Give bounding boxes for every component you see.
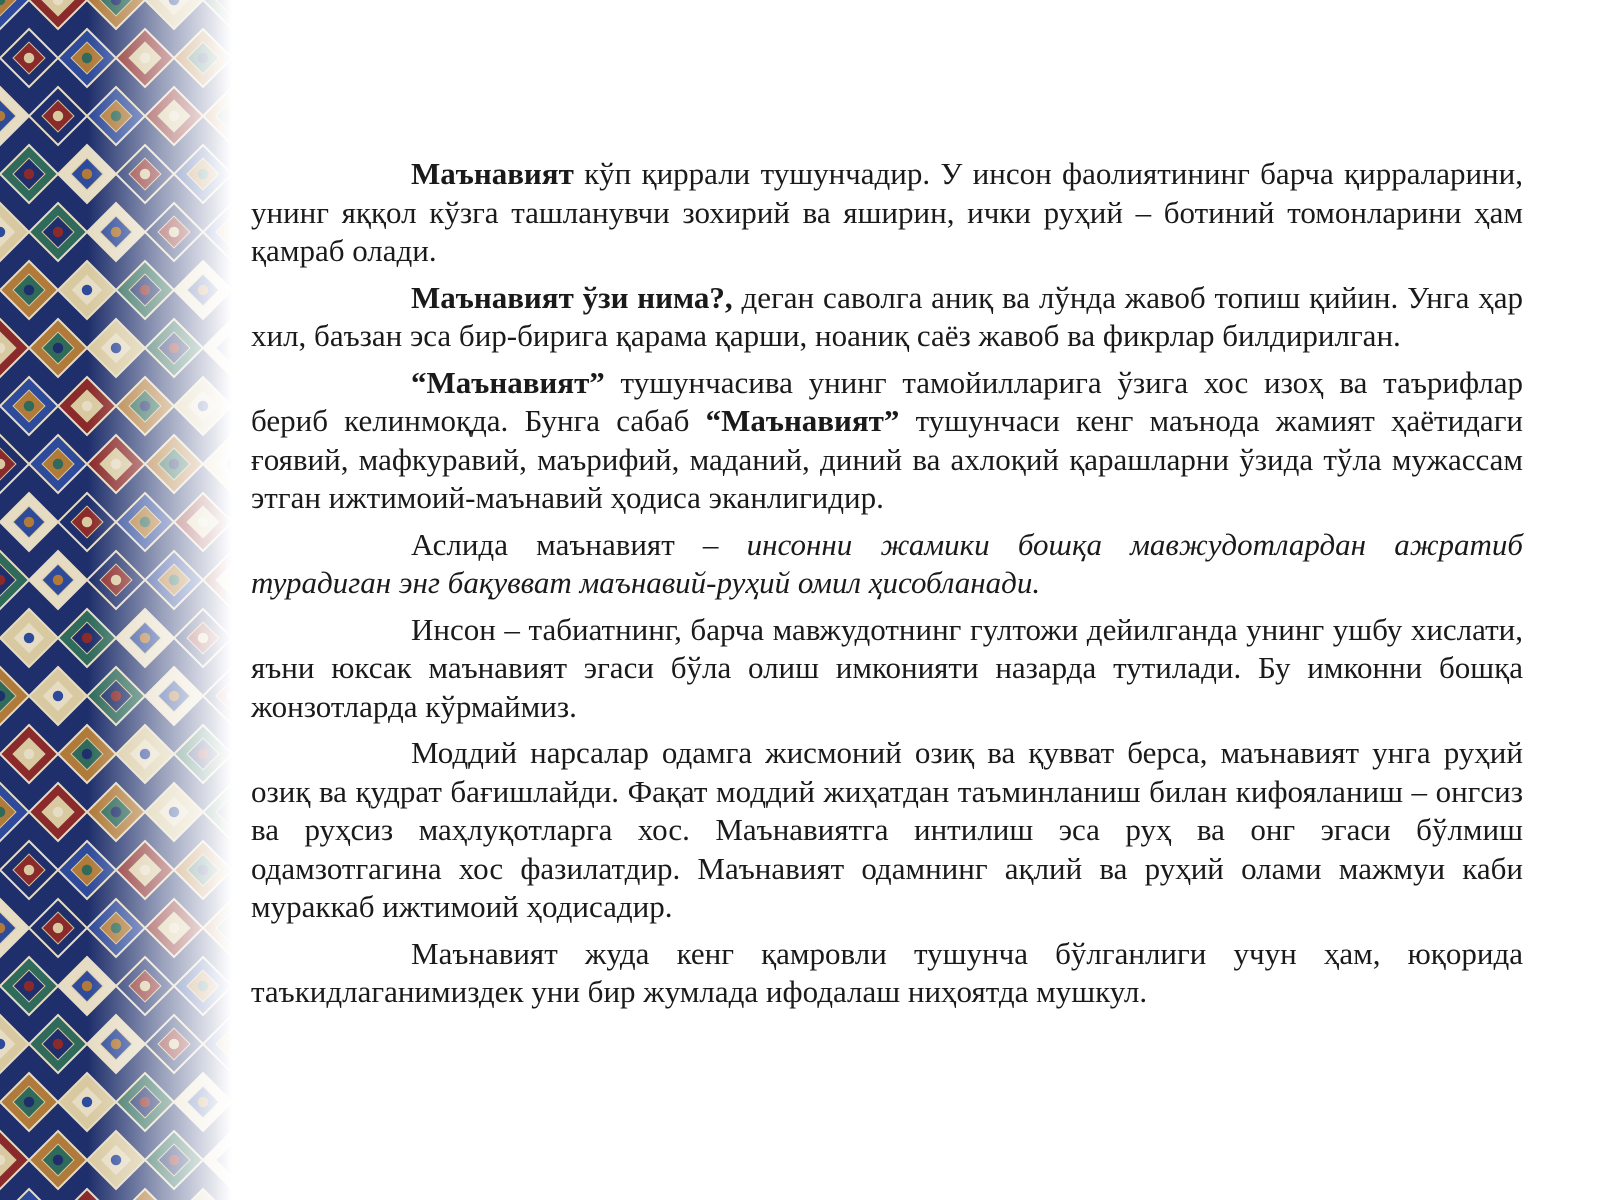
question-bold: Маънавият ўзи нима?, (411, 279, 733, 315)
paragraph-5 (251, 611, 1523, 727)
document-body (251, 155, 1523, 1020)
paragraph-1 (251, 155, 1523, 271)
definition-italic: инсонни жамики бошқа мавжудотлардан ажратиб турадиган энг бақувват маънавий-руҳий омил ҳисобланади. (251, 526, 1524, 600)
paragraph-7 (251, 935, 1523, 1012)
decorative-tile-border (0, 0, 232, 1200)
paragraph-text: Инсон – табиатнинг, барча мавжудотнинг гултожи дейилганда унинг ушбу хислати, яъни юксак маънавият эгаси бўла олиш имконияти назарда тутилади. Бу имконни бошқа жонзотларда кўрмаймиз. (251, 611, 1523, 724)
term-bold: Маънавият (411, 156, 574, 191)
term-bold: “Маънавият” (411, 364, 605, 400)
paragraph-text: тушунчасива унинг тамойилларига ўзига хос изоҳ ва таърифлар бериб келинмоқда. Бунга сабаб (251, 364, 1523, 438)
paragraph-text: деган саволга аниқ ва лўнда жавоб топиш қийин. Унга ҳар хил, баъзан эса бир-бирига қарама қарши, ноаниқ саёз жавоб ва фикрлар билдирилган. (251, 279, 1523, 353)
paragraph-text: Моддий нарсалар одамга жисмоний озиқ ва қувват берса, маънавият унга руҳий озиқ ва қудрат бағишлайди. Фақат моддий жиҳатдан таъминланиш билан кифояланиш – онгсиз ва руҳсиз маҳлуқотларга хос. Маънавиятга интилиш эса руҳ ва онг эгаси бўлмиш одамзотгагина хос фазилатдир. Маънавият одамнинг ақлий ва руҳий олами мажмуи каби мураккаб ижтимоий ҳодисадир. (251, 735, 1523, 924)
paragraph-text: кўп қиррали тушунчадир. У инсон фаолиятининг барча қирраларини, унинг яққол кўзга ташланувчи зохирий ва яширин, ички руҳий – ботиний томонларини ҳам қамраб олади. (251, 156, 1523, 268)
paragraph-2 (251, 279, 1523, 356)
paragraph-4 (251, 526, 1523, 603)
term-bold: “Маънавият” (705, 403, 900, 438)
paragraph-3 (251, 364, 1523, 518)
paragraph-6 (251, 734, 1523, 927)
paragraph-text: Маънавият жуда кенг қамровли тушунча бўлганлиги учун ҳам, юқорида таъкидлаганимиздек уни бир жумлада ифодалаш ниҳоятда мушкул. (251, 935, 1523, 1009)
tile-fade-overlay (0, 0, 232, 1200)
paragraph-text: Аслида маънавият – (411, 526, 747, 562)
paragraph-text: тушунчаси кенг маънода жамият ҳаётидаги ғоявий, мафкуравий, маърифий, маданий, диний ва ахлоқий қарашларни ўзида тўла мужассам этган ижтимоий-маънавий ҳодиса эканлигидир. (251, 403, 1523, 515)
